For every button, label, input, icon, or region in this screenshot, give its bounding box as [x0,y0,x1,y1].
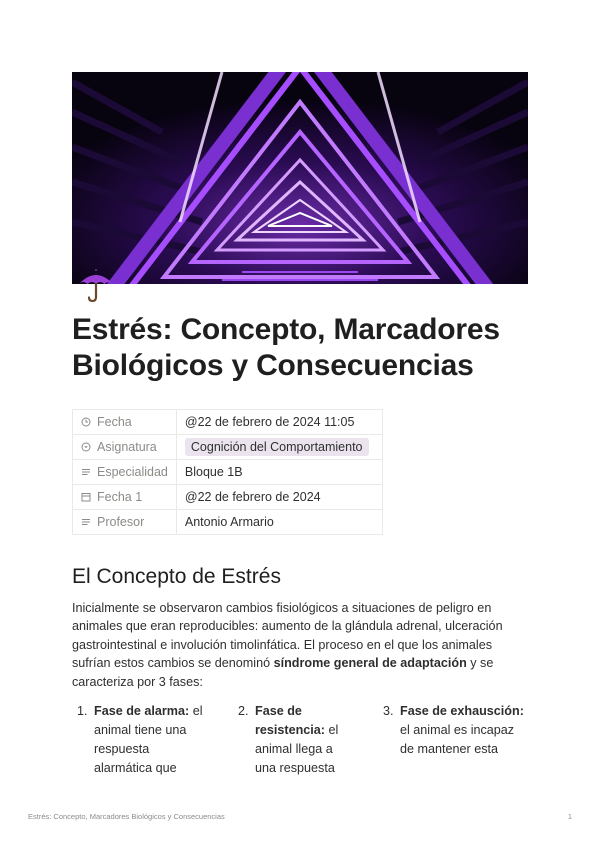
property-key: Fecha [97,415,132,429]
property-key: Profesor [97,515,145,529]
phase-text: animal tiene una [94,723,187,737]
property-row-asignatura [73,435,383,460]
property-key: Asignatura [97,440,157,454]
phase-text: respuesta [94,742,150,756]
property-row-fecha-1 [73,485,383,510]
phase-text: el [325,723,339,737]
paragraph-bold-term: síndrome general de adaptación [273,656,467,671]
property-key: Fecha 1 [97,490,143,504]
property-value-fecha-1[interactable]: @22 de febrero de 2024 [176,485,382,510]
section-heading: El Concepto de Estrés [72,565,281,588]
phase-title: Fase de alarma: [94,704,190,718]
property-value-fecha[interactable]: @22 de febrero de 2024 11:05 [176,410,382,435]
calendar-icon [81,492,91,502]
properties-table [72,409,383,535]
property-row-fecha [73,410,383,435]
footer-title: Estrés: Concepto, Marcadores Biológicos y Consecuencias [28,812,225,821]
text-lines-icon [81,517,91,527]
umbrella-icon [76,268,116,308]
page-footer [28,812,572,821]
select-icon [81,442,91,452]
text-lines-icon [81,467,91,477]
page-number: 1 [567,812,572,821]
phase-title-cont: resistencia: [255,723,326,737]
phase-title: Fase de [255,704,302,718]
page-title: Estrés: Concepto, Marcadores Biológicos y Consecuencias [72,313,500,382]
phase-text: de mantener esta [400,742,499,756]
paragraph-text-end: y se caracteriza por 3 fases: [72,656,494,689]
cover-image [72,72,528,284]
phase-text: una respuesta [255,761,335,775]
phase-text: animal llega a [255,742,333,756]
property-value-especialidad[interactable]: Bloque 1B [176,460,382,485]
property-row-profesor [73,510,383,535]
list-number: 3. [383,704,394,718]
subject-tag[interactable]: Cognición del Comportamiento [185,438,369,456]
property-key: Especialidad [97,465,168,479]
phase-title: Fase de exhausción: [400,704,524,718]
phase-text: alarmática que [94,761,177,775]
phase-text: el [189,704,203,718]
paragraph-text: Inicialmente se observaron cambios fisiológicos a situaciones de peligro en animales que eran reproducibles: aumento de la glándula adrenal, ulceración gastrointestinal e involución timolinfática. El proceso en el que los animales sufrían estos cambios se denominó [72,601,503,671]
clock-icon [81,417,91,427]
property-value-profesor[interactable]: Antonio Armario [176,510,382,535]
property-row-especialidad [73,460,383,485]
list-number: 2. [238,704,249,718]
section-paragraph [72,599,528,691]
list-number: 1. [77,704,88,718]
phase-text: el animal es incapaz [400,723,515,737]
